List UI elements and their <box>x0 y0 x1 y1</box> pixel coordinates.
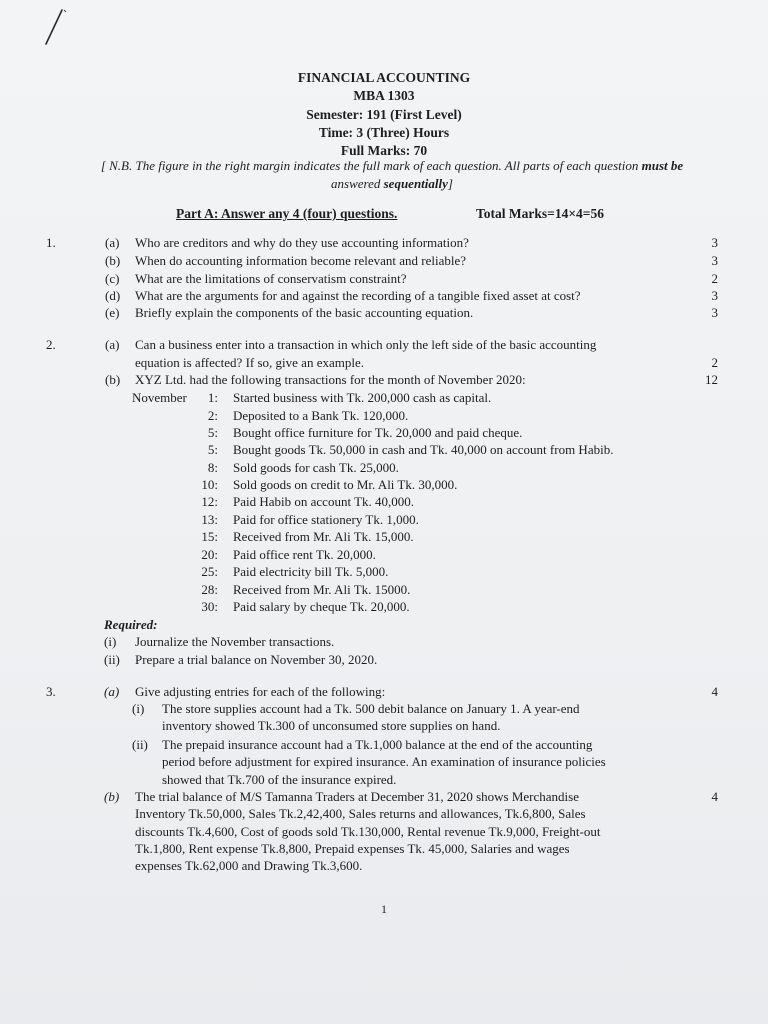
transaction-text: Paid office rent Tk. 20,000. <box>233 547 376 562</box>
marks: 12 <box>705 372 718 387</box>
transaction-day: 20: <box>201 547 218 562</box>
question-text: showed that Tk.700 of the insurance expired. <box>162 772 397 787</box>
sub-label: (e) <box>105 305 120 320</box>
transaction-day: 1: <box>207 390 218 405</box>
question-text: discounts Tk.4,600, Cost of goods sold Tk.130,000, Rental revenue Tk.9,000, Freight-out <box>135 824 601 839</box>
sub-label: (a) <box>105 337 120 352</box>
sub-label: (ii) <box>132 737 148 752</box>
transaction-day: 5: <box>207 442 218 457</box>
part-a-total-marks: Total Marks=14×4=56 <box>476 206 604 221</box>
course-code: MBA 1303 <box>353 88 415 103</box>
transaction-day: 8: <box>207 460 218 475</box>
transaction-day: 2: <box>207 408 218 423</box>
question-text: What are the arguments for and against the recording of a tangible fixed asset at cost? <box>135 288 581 303</box>
month-label: November <box>132 390 187 405</box>
question-text: What are the limitations of conservatism constraint? <box>135 271 407 286</box>
question-text: XYZ Ltd. had the following transactions for the month of November 2020: <box>135 372 526 387</box>
transaction-text: Started business with Tk. 200,000 cash as capital. <box>233 390 492 405</box>
full-marks: Full Marks: 70 <box>340 143 428 158</box>
sub-label: (ii) <box>104 652 120 667</box>
transaction-day: 12: <box>201 494 218 509</box>
semester: Semester: 191 (First Level) <box>306 107 462 122</box>
sub-label: (b) <box>105 372 121 387</box>
note-text: answered <box>331 176 384 191</box>
sub-label: (a) <box>105 235 120 250</box>
sub-label: (b) <box>104 789 120 804</box>
question-text: Give adjusting entries for each of the following: <box>135 684 386 699</box>
transaction-day: 10: <box>201 477 218 492</box>
marks: 3 <box>711 253 718 268</box>
marks: 2 <box>711 271 718 286</box>
transaction-text: Paid for office stationery Tk. 1,000. <box>233 512 419 527</box>
transaction-text: Sold goods for cash Tk. 25,000. <box>233 460 399 475</box>
marks: 4 <box>711 684 718 699</box>
sub-label: (b) <box>105 253 121 268</box>
transaction-day: 13: <box>201 512 218 527</box>
marks: 3 <box>711 235 718 250</box>
transaction-day: 28: <box>201 582 218 597</box>
exam-time: Time: 3 (Three) Hours <box>318 125 450 140</box>
transaction-text: Deposited to a Bank Tk. 120,000. <box>233 408 409 423</box>
note-text: [ N.B. The figure in the right margin indicates the full mark of each question. All parts of each question <box>100 158 642 173</box>
question-text: The prepaid insurance account had a Tk.1,000 balance at the end of the accounting <box>162 737 593 752</box>
question-number: 1. <box>46 235 56 250</box>
question-text: equation is affected? If so, give an example. <box>135 355 364 370</box>
sub-label: (c) <box>105 271 120 286</box>
required-text: Prepare a trial balance on November 30, 2020. <box>135 652 378 667</box>
transaction-day: 15: <box>201 529 218 544</box>
note-text: ] <box>447 176 453 191</box>
marks: 3 <box>711 288 718 303</box>
question-text: expenses Tk.62,000 and Drawing Tk.3,600. <box>135 858 363 873</box>
pen-mark <box>40 6 80 50</box>
transaction-day: 30: <box>201 599 218 614</box>
sub-label: (i) <box>132 701 145 716</box>
transaction-day: 25: <box>201 564 218 579</box>
marks: 4 <box>711 789 718 804</box>
transaction-text: Received from Mr. Ali Tk. 15,000. <box>233 529 414 544</box>
question-text: period before adjustment for expired insurance. An examination of insurance policies <box>162 754 606 769</box>
instructions-note <box>62 157 722 193</box>
transaction-text: Received from Mr. Ali Tk. 15000. <box>233 582 411 597</box>
page-number: 1 <box>381 902 387 916</box>
question-text: inventory showed Tk.300 of unconsumed store supplies on hand. <box>162 718 501 733</box>
transaction-text: Sold goods on credit to Mr. Ali Tk. 30,000. <box>233 477 458 492</box>
required-heading: Required: <box>104 617 158 632</box>
transaction-text: Paid electricity bill Tk. 5,000. <box>233 564 389 579</box>
question-text: Tk.1,800, Rent expense Tk.8,800, Prepaid expenses Tk. 45,000, Salaries and wages <box>135 841 570 856</box>
marks: 2 <box>711 355 718 370</box>
transaction-text: Bought office furniture for Tk. 20,000 and paid cheque. <box>233 425 523 440</box>
question-number: 2. <box>46 337 56 352</box>
transaction-text: Paid salary by cheque Tk. 20,000. <box>233 599 410 614</box>
question-text: Briefly explain the components of the basic accounting equation. <box>135 305 474 320</box>
note-emphasis: sequentially <box>383 176 448 191</box>
question-text: The trial balance of M/S Tamanna Traders at December 31, 2020 shows Merchandise <box>135 789 579 804</box>
note-emphasis: must be <box>641 158 684 173</box>
question-text: Inventory Tk.50,000, Sales Tk.2,42,400, Sales returns and allowances, Tk.6,800, Sales <box>135 806 586 821</box>
part-a-heading <box>176 206 604 222</box>
transaction-text: Paid Habib on account Tk. 40,000. <box>233 494 415 509</box>
sub-label: (a) <box>104 684 120 699</box>
part-a-title: Part A: Answer any 4 (four) questions. <box>176 206 398 221</box>
question-text: Can a business enter into a transaction in which only the left side of the basic accounting <box>135 337 597 352</box>
question-text: When do accounting information become relevant and reliable? <box>135 253 466 268</box>
transaction-text: Bought goods Tk. 50,000 in cash and Tk. 40,000 on account from Habib. <box>233 442 614 457</box>
question-number: 3. <box>46 684 56 699</box>
course-title: FINANCIAL ACCOUNTING <box>297 70 471 85</box>
question-text: Who are creditors and why do they use accounting information? <box>135 235 469 250</box>
transaction-day: 5: <box>207 425 218 440</box>
sub-label: (i) <box>104 634 117 649</box>
sub-label: (d) <box>105 288 121 303</box>
marks: 3 <box>711 305 718 320</box>
required-text: Journalize the November transactions. <box>135 634 335 649</box>
question-text: The store supplies account had a Tk. 500 debit balance on January 1. A year-end <box>162 701 580 716</box>
